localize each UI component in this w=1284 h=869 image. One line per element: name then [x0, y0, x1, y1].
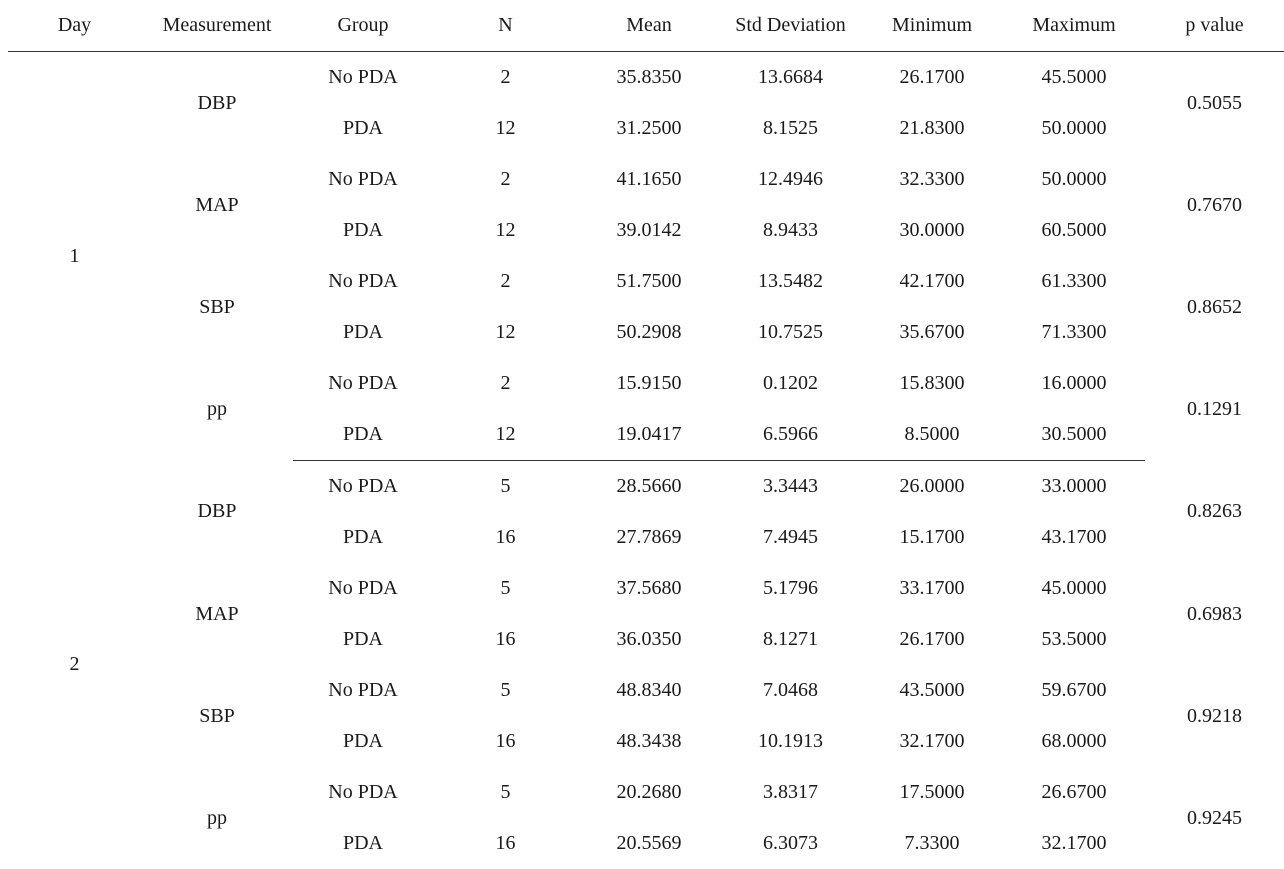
- minimum-cell: 26.1700: [861, 52, 1003, 104]
- n-cell: 16: [433, 512, 578, 563]
- std-deviation-cell: 13.6684: [720, 52, 861, 104]
- group-cell: No PDA: [293, 52, 433, 104]
- table-row: [8, 767, 1284, 818]
- maximum-cell: 16.0000: [1003, 358, 1145, 409]
- group-cell: PDA: [293, 512, 433, 563]
- n-cell: 2: [433, 154, 578, 205]
- minimum-cell: 33.1700: [861, 563, 1003, 614]
- p-value-cell: 0.1291: [1145, 358, 1284, 461]
- n-cell: 2: [433, 256, 578, 307]
- n-cell: 5: [433, 461, 578, 513]
- maximum-cell: 33.0000: [1003, 461, 1145, 513]
- mean-cell: 37.5680: [578, 563, 720, 614]
- group-cell: No PDA: [293, 767, 433, 818]
- minimum-cell: 32.1700: [861, 716, 1003, 767]
- n-cell: 12: [433, 103, 578, 154]
- group-cell: PDA: [293, 716, 433, 767]
- mean-cell: 15.9150: [578, 358, 720, 409]
- measurement-cell: SBP: [141, 665, 293, 767]
- maximum-cell: 68.0000: [1003, 716, 1145, 767]
- mean-cell: 20.2680: [578, 767, 720, 818]
- mean-cell: 31.2500: [578, 103, 720, 154]
- std-deviation-cell: 7.0468: [720, 665, 861, 716]
- table-body: [8, 52, 1284, 869]
- maximum-cell: 53.5000: [1003, 614, 1145, 665]
- mean-cell: 28.5660: [578, 461, 720, 513]
- mean-cell: 36.0350: [578, 614, 720, 665]
- mean-cell: 39.0142: [578, 205, 720, 256]
- minimum-cell: 32.3300: [861, 154, 1003, 205]
- std-deviation-cell: 6.3073: [720, 818, 861, 869]
- header-p-value: p value: [1145, 0, 1284, 52]
- group-cell: No PDA: [293, 256, 433, 307]
- table-header: [8, 0, 1284, 52]
- std-deviation-cell: 8.9433: [720, 205, 861, 256]
- group-cell: PDA: [293, 614, 433, 665]
- maximum-cell: 71.3300: [1003, 307, 1145, 358]
- p-value-cell: 0.8652: [1145, 256, 1284, 358]
- maximum-cell: 60.5000: [1003, 205, 1145, 256]
- std-deviation-cell: 12.4946: [720, 154, 861, 205]
- minimum-cell: 35.6700: [861, 307, 1003, 358]
- n-cell: 5: [433, 767, 578, 818]
- header-mean: Mean: [578, 0, 720, 52]
- group-cell: PDA: [293, 205, 433, 256]
- n-cell: 5: [433, 563, 578, 614]
- measurement-cell: DBP: [141, 52, 293, 155]
- table-row: [8, 256, 1284, 307]
- minimum-cell: 17.5000: [861, 767, 1003, 818]
- group-cell: No PDA: [293, 461, 433, 513]
- p-value-cell: 0.5055: [1145, 52, 1284, 155]
- measurement-cell: pp: [141, 358, 293, 461]
- maximum-cell: 59.6700: [1003, 665, 1145, 716]
- table-row: [8, 358, 1284, 409]
- std-deviation-cell: 8.1525: [720, 103, 861, 154]
- mean-cell: 51.7500: [578, 256, 720, 307]
- group-cell: No PDA: [293, 563, 433, 614]
- measurement-cell: SBP: [141, 256, 293, 358]
- p-value-cell: 0.9245: [1145, 767, 1284, 869]
- n-cell: 12: [433, 409, 578, 461]
- table-row: [8, 665, 1284, 716]
- group-cell: No PDA: [293, 154, 433, 205]
- mean-cell: 20.5569: [578, 818, 720, 869]
- group-cell: PDA: [293, 307, 433, 358]
- std-deviation-cell: 6.5966: [720, 409, 861, 461]
- group-cell: No PDA: [293, 665, 433, 716]
- n-cell: 16: [433, 716, 578, 767]
- minimum-cell: 21.8300: [861, 103, 1003, 154]
- minimum-cell: 15.1700: [861, 512, 1003, 563]
- maximum-cell: 43.1700: [1003, 512, 1145, 563]
- std-deviation-cell: 3.3443: [720, 461, 861, 513]
- maximum-cell: 50.0000: [1003, 154, 1145, 205]
- n-cell: 12: [433, 205, 578, 256]
- n-cell: 12: [433, 307, 578, 358]
- maximum-cell: 45.0000: [1003, 563, 1145, 614]
- p-value-cell: 0.6983: [1145, 563, 1284, 665]
- table-row: [8, 563, 1284, 614]
- header-day: Day: [8, 0, 141, 52]
- std-deviation-cell: 3.8317: [720, 767, 861, 818]
- n-cell: 2: [433, 52, 578, 104]
- n-cell: 5: [433, 665, 578, 716]
- header-row: [8, 0, 1284, 52]
- measurement-cell: pp: [141, 767, 293, 869]
- header-n: N: [433, 0, 578, 52]
- maximum-cell: 26.6700: [1003, 767, 1145, 818]
- group-cell: PDA: [293, 409, 433, 461]
- mean-cell: 19.0417: [578, 409, 720, 461]
- std-deviation-cell: 10.1913: [720, 716, 861, 767]
- header-std-deviation: Std Deviation: [720, 0, 861, 52]
- minimum-cell: 15.8300: [861, 358, 1003, 409]
- minimum-cell: 30.0000: [861, 205, 1003, 256]
- n-cell: 16: [433, 614, 578, 665]
- table-row: [8, 154, 1284, 205]
- mean-cell: 48.3438: [578, 716, 720, 767]
- header-group: Group: [293, 0, 433, 52]
- mean-cell: 41.1650: [578, 154, 720, 205]
- std-deviation-cell: 8.1271: [720, 614, 861, 665]
- mean-cell: 50.2908: [578, 307, 720, 358]
- table-row: [8, 461, 1284, 513]
- maximum-cell: 61.3300: [1003, 256, 1145, 307]
- header-minimum: Minimum: [861, 0, 1003, 52]
- std-deviation-cell: 7.4945: [720, 512, 861, 563]
- table-row: [8, 52, 1284, 104]
- statistics-table: [8, 0, 1284, 869]
- minimum-cell: 43.5000: [861, 665, 1003, 716]
- minimum-cell: 42.1700: [861, 256, 1003, 307]
- n-cell: 2: [433, 358, 578, 409]
- measurement-cell: DBP: [141, 461, 293, 564]
- mean-cell: 27.7869: [578, 512, 720, 563]
- maximum-cell: 50.0000: [1003, 103, 1145, 154]
- measurement-cell: MAP: [141, 154, 293, 256]
- maximum-cell: 30.5000: [1003, 409, 1145, 461]
- maximum-cell: 32.1700: [1003, 818, 1145, 869]
- std-deviation-cell: 10.7525: [720, 307, 861, 358]
- p-value-cell: 0.7670: [1145, 154, 1284, 256]
- day-cell: 2: [8, 461, 141, 869]
- std-deviation-cell: 13.5482: [720, 256, 861, 307]
- day-cell: 1: [8, 52, 141, 461]
- group-cell: PDA: [293, 818, 433, 869]
- mean-cell: 48.8340: [578, 665, 720, 716]
- maximum-cell: 45.5000: [1003, 52, 1145, 104]
- std-deviation-cell: 5.1796: [720, 563, 861, 614]
- std-deviation-cell: 0.1202: [720, 358, 861, 409]
- minimum-cell: 8.5000: [861, 409, 1003, 461]
- group-cell: No PDA: [293, 358, 433, 409]
- header-maximum: Maximum: [1003, 0, 1145, 52]
- p-value-cell: 0.8263: [1145, 461, 1284, 564]
- p-value-cell: 0.9218: [1145, 665, 1284, 767]
- measurement-cell: MAP: [141, 563, 293, 665]
- header-measurement: Measurement: [141, 0, 293, 52]
- minimum-cell: 7.3300: [861, 818, 1003, 869]
- minimum-cell: 26.0000: [861, 461, 1003, 513]
- group-cell: PDA: [293, 103, 433, 154]
- mean-cell: 35.8350: [578, 52, 720, 104]
- n-cell: 16: [433, 818, 578, 869]
- minimum-cell: 26.1700: [861, 614, 1003, 665]
